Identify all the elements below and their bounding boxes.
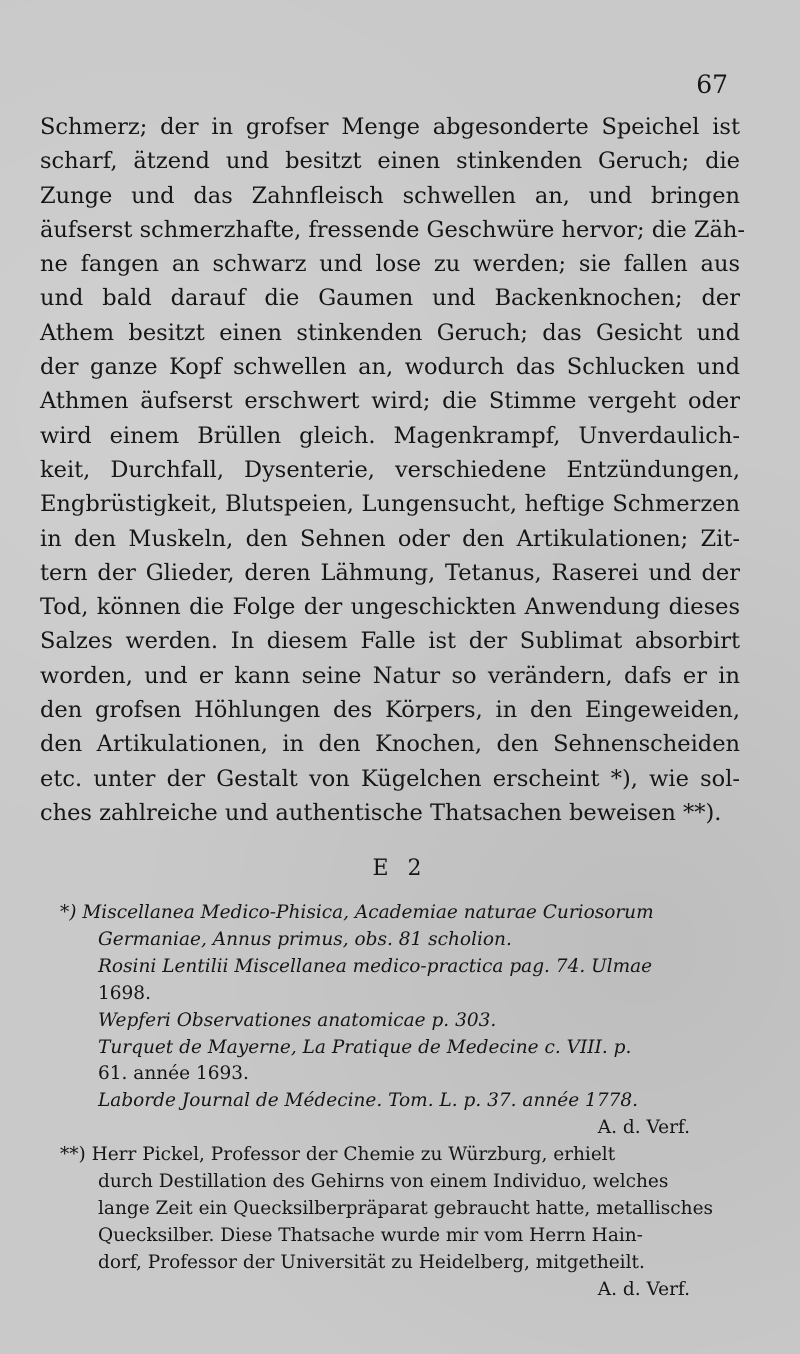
text-line: Schmerz; der in grofser Menge abgesonderte Speichel ist xyxy=(40,114,740,140)
footnote-line: Rosini Lentilii Miscellanea medico-practica pag. 74. Ulmae xyxy=(98,955,653,977)
footnote-author-mark: A. d. Verf. xyxy=(597,1278,690,1300)
footnote-line: durch Destillation des Gehirns von einem Individuo, welches xyxy=(98,1171,669,1193)
text-line: Zunge und das Zahnfleisch schwellen an, und bringen xyxy=(40,182,740,209)
footnote-line: Wepferi Observationes anatomicae p. 303. xyxy=(98,1009,497,1031)
footnote-line: Turquet de Mayerne, La Pratique de Medecine c. VIII. p. xyxy=(98,1036,632,1058)
text-line: den Artikulationen, in den Knochen, den Sehnenscheiden xyxy=(40,731,740,758)
text-line: Engbrüstigkeit, Blutspeien, Lungensucht, heftige Schmerzen xyxy=(40,491,740,518)
footnote-line: 61. année 1693. xyxy=(98,1063,249,1085)
signature-mark: E 2 xyxy=(372,856,428,881)
text-line: Athem besitzt einen stinkenden Geruch; das Gesicht und xyxy=(40,319,740,346)
footnote-line: 1698. xyxy=(98,982,151,1004)
text-line: worden, und er kann seine Natur so verändern, dafs er in xyxy=(40,662,740,689)
footnote-author-mark: A. d. Verf. xyxy=(597,1117,690,1139)
text-line: tern der Glieder, deren Lähmung, Tetanus, Raserei und der xyxy=(40,559,740,586)
text-line: und bald darauf die Gaumen und Backenknochen; der xyxy=(40,285,740,312)
page-number: 67 xyxy=(696,70,728,99)
text-line: etc. unter der Gestalt von Kügelchen erscheint *), wie sol- xyxy=(40,765,740,792)
footnote-line: dorf, Professor der Universität zu Heidelberg, mitgetheilt. xyxy=(98,1251,645,1273)
footnote-line: lange Zeit ein Quecksilberpräparat gebraucht hatte, metallisches xyxy=(98,1197,714,1219)
footnote-line: Germaniae, Annus primus, obs. 81 scholion. xyxy=(98,928,512,950)
footnote-line: Quecksilber. Diese Thatsache wurde mir vom Herrn Hain- xyxy=(98,1224,643,1246)
footnote-line: Laborde Journal de Médecine. Tom. L. p. 37. année 1778. xyxy=(98,1090,639,1112)
main-text xyxy=(40,110,745,830)
text-line: ches zahlreiche und authentische Thatsachen beweisen **). xyxy=(40,799,722,826)
text-line: äufserst schmerzhafte, fressende Geschwüre hervor; die Zäh- xyxy=(40,216,745,243)
footnote-line: *) Miscellanea Medico-Phisica, Academiae naturae Curiosorum xyxy=(60,902,654,923)
footnotes xyxy=(60,900,730,1304)
text-line: in den Muskeln, den Sehnen oder den Artikulationen; Zit- xyxy=(40,525,740,552)
text-line: der ganze Kopf schwellen an, wodurch das Schlucken und xyxy=(40,354,740,381)
text-line: wird einem Brüllen gleich. Magenkrampf, Unverdaulich- xyxy=(40,422,740,449)
text-line: scharf, ätzend und besitzt einen stinkenden Geruch; die xyxy=(40,148,740,175)
text-line: Athmen äufserst erschwert wird; die Stimme vergeht oder xyxy=(40,388,740,415)
text-line: keit, Durchfall, Dysenterie, verschiedene Entzündungen, xyxy=(40,456,740,483)
text-line: Tod, können die Folge der ungeschickten Anwendung dieses xyxy=(40,594,740,621)
text-line: ne fangen an schwarz und lose zu werden; sie fallen aus xyxy=(40,251,740,278)
footnote-line: **) Herr Pickel, Professor der Chemie zu Würzburg, erhielt xyxy=(60,1144,616,1166)
text-line: den grofsen Höhlungen des Körpers, in den Eingeweiden, xyxy=(40,697,740,724)
text-line: Salzes werden. In diesem Falle ist der Sublimat absorbirt xyxy=(40,628,740,655)
